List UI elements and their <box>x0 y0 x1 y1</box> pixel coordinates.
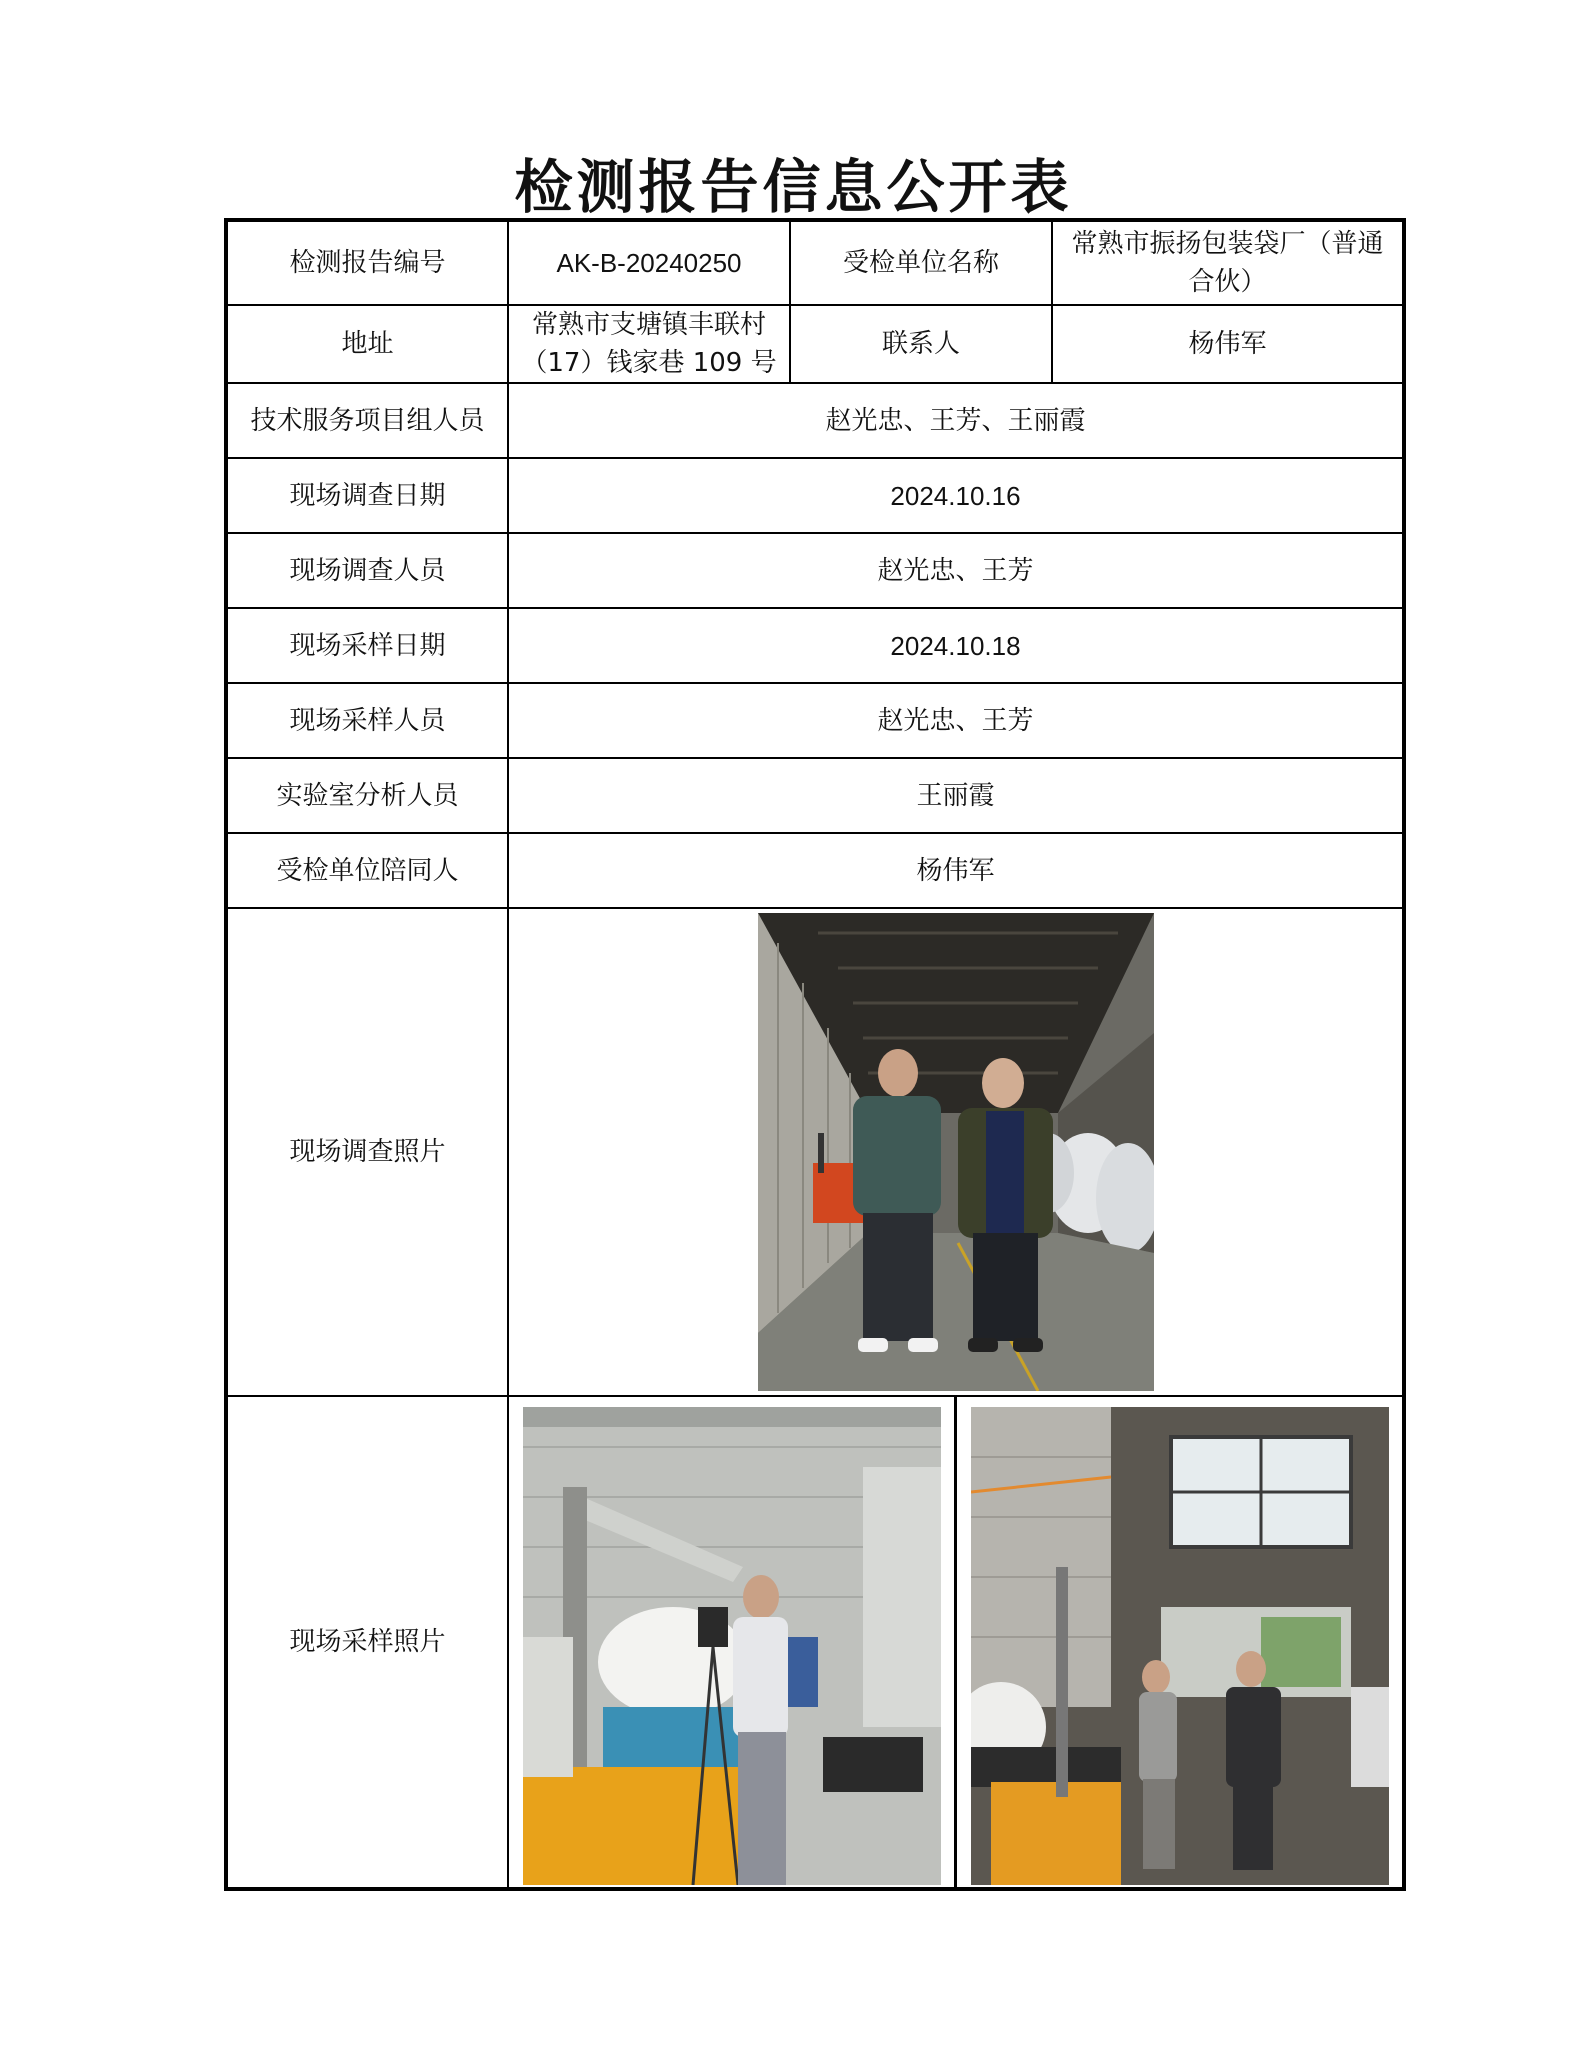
address-label: 地址 <box>226 305 508 383</box>
sampling-photo-2 <box>971 1407 1389 1885</box>
survey-photo-cell <box>508 908 1404 1396</box>
table-row <box>226 833 1404 908</box>
page-title: 检测报告信息公开表 <box>514 153 1073 221</box>
contact-value: 杨伟军 <box>1052 305 1404 383</box>
survey-date-value: 2024.10.16 <box>508 458 1404 533</box>
table-row <box>226 220 1404 305</box>
workshop-sampling-photo <box>971 1407 1389 1885</box>
survey-staff-value: 赵光忠、王芳 <box>508 533 1404 608</box>
sampling-staff-value: 赵光忠、王芳 <box>508 683 1404 758</box>
address-value: 常熟市支塘镇丰联村（17）钱家巷 109 号 <box>508 305 790 383</box>
table-row <box>226 305 1404 383</box>
table-row <box>226 758 1404 833</box>
survey-photo-label: 现场调查照片 <box>226 908 508 1396</box>
table-row <box>226 908 1404 1396</box>
unit-name-value: 常熟市振扬包装袋厂（普通合伙） <box>1052 220 1404 305</box>
report-no-label: 检测报告编号 <box>226 220 508 305</box>
table-row <box>226 458 1404 533</box>
sampling-photo-label: 现场采样照片 <box>226 1396 508 1889</box>
table-row <box>226 1396 1404 1889</box>
report-info-table <box>224 218 1406 1891</box>
sampling-photo-cell <box>508 1396 1404 1889</box>
unit-name-label: 受检单位名称 <box>790 220 1052 305</box>
sampling-photo-1 <box>523 1407 941 1885</box>
survey-staff-label: 现场调查人员 <box>226 533 508 608</box>
table-row <box>226 533 1404 608</box>
escort-label: 受检单位陪同人 <box>226 833 508 908</box>
table-row <box>226 383 1404 458</box>
table-row <box>226 608 1404 683</box>
escort-value: 杨伟军 <box>508 833 1404 908</box>
team-label: 技术服务项目组人员 <box>226 383 508 458</box>
report-no-value: AK-B-20240250 <box>508 220 790 305</box>
contact-label: 联系人 <box>790 305 1052 383</box>
team-value: 赵光忠、王芳、王丽霞 <box>508 383 1404 458</box>
survey-date-label: 现场调查日期 <box>226 458 508 533</box>
machine-sampling-photo <box>523 1407 941 1885</box>
sampling-staff-label: 现场采样人员 <box>226 683 508 758</box>
survey-photo <box>758 913 1154 1391</box>
warehouse-two-men-photo <box>758 913 1154 1391</box>
lab-staff-value: 王丽霞 <box>508 758 1404 833</box>
sampling-date-label: 现场采样日期 <box>226 608 508 683</box>
lab-staff-label: 实验室分析人员 <box>226 758 508 833</box>
table-row <box>226 683 1404 758</box>
sampling-date-value: 2024.10.18 <box>508 608 1404 683</box>
